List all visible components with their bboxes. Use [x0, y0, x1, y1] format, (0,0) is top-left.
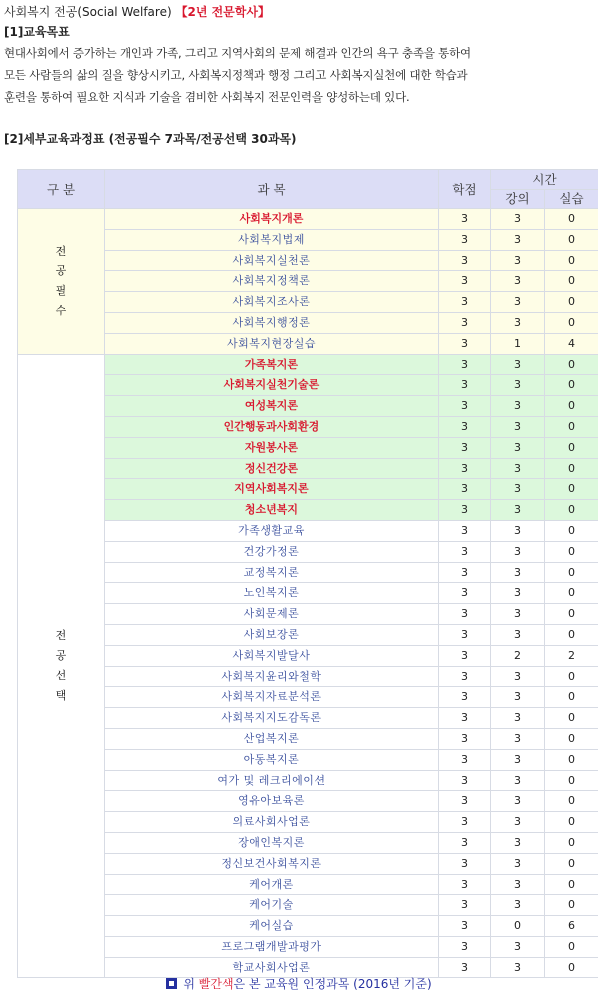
- table-row: [18, 853, 598, 874]
- credit-cell: 3: [439, 333, 491, 354]
- practice-hours-cell: 0: [545, 396, 598, 417]
- table-row: [18, 541, 598, 562]
- table-row: [18, 229, 598, 250]
- lecture-hours-cell: 3: [491, 749, 545, 770]
- lecture-hours-cell: 3: [491, 832, 545, 853]
- credit-cell: 3: [439, 957, 491, 978]
- credit-cell: 3: [439, 229, 491, 250]
- subject-cell: 가족복지론: [105, 354, 439, 375]
- square-bullet-icon: [166, 978, 177, 989]
- page-title: [4, 3, 270, 20]
- credit-cell: 3: [439, 791, 491, 812]
- table-row: [18, 416, 598, 437]
- section-curriculum-label: [2]세부교육과정표 (전공필수 7과목/전공선택 30과목): [4, 132, 297, 146]
- header-hours: 시간: [491, 170, 598, 190]
- credit-cell: 3: [439, 708, 491, 729]
- credit-cell: 3: [439, 874, 491, 895]
- credit-cell: 3: [439, 936, 491, 957]
- group-required: [18, 209, 105, 355]
- credit-cell: 3: [439, 271, 491, 292]
- lecture-hours-cell: 3: [491, 250, 545, 271]
- lecture-hours-cell: 3: [491, 209, 545, 230]
- subject-cell: 사회복지행정론: [105, 312, 439, 333]
- subject-cell: 노인복지론: [105, 583, 439, 604]
- practice-hours-cell: 0: [545, 375, 598, 396]
- practice-hours-cell: 0: [545, 458, 598, 479]
- lecture-hours-cell: 3: [491, 562, 545, 583]
- group-elective: [18, 354, 105, 978]
- practice-hours-cell: 0: [545, 749, 598, 770]
- practice-hours-cell: 0: [545, 770, 598, 791]
- curriculum-table: [17, 169, 598, 978]
- lecture-hours-cell: 3: [491, 541, 545, 562]
- table-row: [18, 874, 598, 895]
- credit-cell: 3: [439, 396, 491, 417]
- practice-hours-cell: 0: [545, 666, 598, 687]
- credit-cell: 3: [439, 520, 491, 541]
- lecture-hours-cell: 3: [491, 791, 545, 812]
- credit-cell: 3: [439, 687, 491, 708]
- table-row: [18, 583, 598, 604]
- credit-cell: 3: [439, 853, 491, 874]
- lecture-hours-cell: 3: [491, 292, 545, 313]
- practice-hours-cell: 0: [545, 936, 598, 957]
- practice-hours-cell: 0: [545, 271, 598, 292]
- practice-hours-cell: 0: [545, 687, 598, 708]
- practice-hours-cell: 0: [545, 209, 598, 230]
- table-row: [18, 604, 598, 625]
- table-row: [18, 812, 598, 833]
- credit-cell: 3: [439, 770, 491, 791]
- curriculum-body: [18, 209, 598, 978]
- credit-cell: 3: [439, 500, 491, 521]
- header-practice: 실습: [545, 190, 598, 209]
- subject-cell: 학교사회사업론: [105, 957, 439, 978]
- table-row: [18, 916, 598, 937]
- subject-cell: 산업복지론: [105, 728, 439, 749]
- practice-hours-cell: 0: [545, 354, 598, 375]
- group-label-char: 공: [55, 264, 67, 278]
- lecture-hours-cell: 3: [491, 354, 545, 375]
- subject-cell: 인간행동과사회환경: [105, 416, 439, 437]
- subject-cell: 사회복지자료분석론: [105, 687, 439, 708]
- credit-cell: 3: [439, 375, 491, 396]
- credit-cell: 3: [439, 916, 491, 937]
- table-row: [18, 271, 598, 292]
- table-row: [18, 292, 598, 313]
- practice-hours-cell: 0: [545, 812, 598, 833]
- subject-cell: 케어개론: [105, 874, 439, 895]
- practice-hours-cell: 0: [545, 583, 598, 604]
- lecture-hours-cell: 3: [491, 229, 545, 250]
- lecture-hours-cell: 3: [491, 770, 545, 791]
- credit-cell: 3: [439, 728, 491, 749]
- lecture-hours-cell: 3: [491, 604, 545, 625]
- lecture-hours-cell: 0: [491, 916, 545, 937]
- subject-cell: 사회복지조사론: [105, 292, 439, 313]
- title-text: 사회복지 전공(Social Welfare): [4, 5, 172, 19]
- header-subject: 과 목: [105, 170, 439, 209]
- subject-cell: 사회복지개론: [105, 209, 439, 230]
- lecture-hours-cell: 3: [491, 396, 545, 417]
- practice-hours-cell: 0: [545, 292, 598, 313]
- lecture-hours-cell: 3: [491, 583, 545, 604]
- practice-hours-cell: 0: [545, 500, 598, 521]
- practice-hours-cell: 0: [545, 957, 598, 978]
- table-row: [18, 479, 598, 500]
- subject-cell: 사회복지정책론: [105, 271, 439, 292]
- practice-hours-cell: 0: [545, 520, 598, 541]
- lecture-hours-cell: 3: [491, 853, 545, 874]
- goal-line: 모든 사람들의 삶의 질을 향상시키고, 사회복지정책과 행정 그리고 사회복지실천에 대한 학습과: [4, 68, 468, 82]
- subject-cell: 의료사회사업론: [105, 812, 439, 833]
- lecture-hours-cell: 3: [491, 271, 545, 292]
- practice-hours-cell: 0: [545, 832, 598, 853]
- header-lecture: 강의: [491, 190, 545, 209]
- subject-cell: 자원봉사론: [105, 437, 439, 458]
- table-row: [18, 895, 598, 916]
- credit-cell: 3: [439, 437, 491, 458]
- table-row: [18, 375, 598, 396]
- credit-cell: 3: [439, 458, 491, 479]
- subject-cell: 가족생활교육: [105, 520, 439, 541]
- lecture-hours-cell: 3: [491, 500, 545, 521]
- practice-hours-cell: 0: [545, 895, 598, 916]
- group-label-char: 선: [55, 669, 67, 683]
- group-label-char: 필: [55, 284, 67, 298]
- group-label-char: 전: [55, 244, 67, 258]
- table-row: [18, 749, 598, 770]
- subject-cell: 장애인복지론: [105, 832, 439, 853]
- table-row: [18, 520, 598, 541]
- credit-cell: 3: [439, 624, 491, 645]
- table-row: [18, 250, 598, 271]
- goal-line: 현대사회에서 증가하는 개인과 가족, 그리고 지역사회의 문제 해결과 인간의 욕구 충족을 통하여: [4, 46, 471, 60]
- subject-cell: 지역사회복지론: [105, 479, 439, 500]
- practice-hours-cell: 0: [545, 479, 598, 500]
- credit-cell: 3: [439, 645, 491, 666]
- header-credit: 학점: [439, 170, 491, 209]
- goal-line: 훈련을 통하여 필요한 지식과 기술을 겸비한 사회복지 전문인력을 양성하는데 있다.: [4, 90, 410, 104]
- subject-cell: 청소년복지: [105, 500, 439, 521]
- credit-cell: 3: [439, 583, 491, 604]
- table-row: [18, 645, 598, 666]
- lecture-hours-cell: 3: [491, 416, 545, 437]
- table-row: [18, 500, 598, 521]
- education-goal-text: [4, 42, 596, 108]
- practice-hours-cell: 0: [545, 416, 598, 437]
- footnote: [0, 975, 598, 992]
- subject-cell: 정신보건사회복지론: [105, 853, 439, 874]
- lecture-hours-cell: 3: [491, 479, 545, 500]
- subject-cell: 프로그램개발과평가: [105, 936, 439, 957]
- practice-hours-cell: 0: [545, 624, 598, 645]
- credit-cell: 3: [439, 562, 491, 583]
- header-division: 구 분: [18, 170, 105, 209]
- credit-cell: 3: [439, 895, 491, 916]
- practice-hours-cell: 0: [545, 229, 598, 250]
- practice-hours-cell: 0: [545, 541, 598, 562]
- table-row: [18, 396, 598, 417]
- section-education-goal-label: [1]교육목표: [4, 25, 70, 39]
- practice-hours-cell: 0: [545, 791, 598, 812]
- subject-cell: 사회복지발달사: [105, 645, 439, 666]
- credit-cell: 3: [439, 666, 491, 687]
- lecture-hours-cell: 3: [491, 812, 545, 833]
- credit-cell: 3: [439, 292, 491, 313]
- credit-cell: 3: [439, 604, 491, 625]
- credit-cell: 3: [439, 541, 491, 562]
- table-row: [18, 354, 598, 375]
- practice-hours-cell: 0: [545, 250, 598, 271]
- lecture-hours-cell: 3: [491, 728, 545, 749]
- table-row: [18, 624, 598, 645]
- table-row: [18, 708, 598, 729]
- subject-cell: 교정복지론: [105, 562, 439, 583]
- lecture-hours-cell: 3: [491, 895, 545, 916]
- table-row: [18, 312, 598, 333]
- subject-cell: 사회보장론: [105, 624, 439, 645]
- practice-hours-cell: 0: [545, 312, 598, 333]
- practice-hours-cell: 2: [545, 645, 598, 666]
- lecture-hours-cell: 3: [491, 624, 545, 645]
- subject-cell: 건강가정론: [105, 541, 439, 562]
- subject-cell: 케어기술: [105, 895, 439, 916]
- practice-hours-cell: 0: [545, 437, 598, 458]
- credit-cell: 3: [439, 250, 491, 271]
- lecture-hours-cell: 3: [491, 458, 545, 479]
- subject-cell: 아동복지론: [105, 749, 439, 770]
- subject-cell: 여가 및 레크리에이션: [105, 770, 439, 791]
- subject-cell: 사회복지법제: [105, 229, 439, 250]
- lecture-hours-cell: 3: [491, 666, 545, 687]
- table-row: [18, 437, 598, 458]
- credit-cell: 3: [439, 749, 491, 770]
- subject-cell: 사회복지실천기술론: [105, 375, 439, 396]
- lecture-hours-cell: 3: [491, 687, 545, 708]
- degree-badge: 【2년 전문학사】: [175, 5, 270, 19]
- table-row: [18, 333, 598, 354]
- practice-hours-cell: 4: [545, 333, 598, 354]
- credit-cell: 3: [439, 812, 491, 833]
- table-row: [18, 791, 598, 812]
- subject-cell: 사회복지윤리와철학: [105, 666, 439, 687]
- lecture-hours-cell: 3: [491, 437, 545, 458]
- lecture-hours-cell: 3: [491, 708, 545, 729]
- subject-cell: 사회복지현장실습: [105, 333, 439, 354]
- practice-hours-cell: 0: [545, 604, 598, 625]
- group-label-char: 공: [55, 649, 67, 663]
- practice-hours-cell: 0: [545, 562, 598, 583]
- subject-cell: 여성복지론: [105, 396, 439, 417]
- lecture-hours-cell: 3: [491, 957, 545, 978]
- subject-cell: 사회문제론: [105, 604, 439, 625]
- table-row: [18, 770, 598, 791]
- credit-cell: 3: [439, 354, 491, 375]
- subject-cell: 사회복지지도감독론: [105, 708, 439, 729]
- practice-hours-cell: 0: [545, 874, 598, 895]
- subject-cell: 케어실습: [105, 916, 439, 937]
- practice-hours-cell: 0: [545, 708, 598, 729]
- table-row: [18, 209, 598, 230]
- note-suffix: 은 본 교육원 인정과목 (2016년 기준): [233, 977, 432, 991]
- table-row: [18, 458, 598, 479]
- lecture-hours-cell: 3: [491, 312, 545, 333]
- lecture-hours-cell: 3: [491, 375, 545, 396]
- subject-cell: 사회복지실천론: [105, 250, 439, 271]
- credit-cell: 3: [439, 832, 491, 853]
- practice-hours-cell: 0: [545, 853, 598, 874]
- group-label-char: 전: [55, 629, 67, 643]
- lecture-hours-cell: 1: [491, 333, 545, 354]
- group-label-char: 수: [55, 304, 67, 318]
- practice-hours-cell: 6: [545, 916, 598, 937]
- table-row: [18, 832, 598, 853]
- table-row: [18, 687, 598, 708]
- subject-cell: 정신건강론: [105, 458, 439, 479]
- table-row: [18, 728, 598, 749]
- lecture-hours-cell: 2: [491, 645, 545, 666]
- credit-cell: 3: [439, 479, 491, 500]
- practice-hours-cell: 0: [545, 728, 598, 749]
- table-row: [18, 562, 598, 583]
- lecture-hours-cell: 3: [491, 520, 545, 541]
- note-prefix: 위: [183, 977, 199, 991]
- credit-cell: 3: [439, 209, 491, 230]
- credit-cell: 3: [439, 312, 491, 333]
- lecture-hours-cell: 3: [491, 936, 545, 957]
- lecture-hours-cell: 3: [491, 874, 545, 895]
- group-label-char: 택: [55, 688, 67, 702]
- credit-cell: 3: [439, 416, 491, 437]
- subject-cell: 영유아보육론: [105, 791, 439, 812]
- table-row: [18, 936, 598, 957]
- table-row: [18, 666, 598, 687]
- note-red-word: 빨간색: [198, 977, 234, 991]
